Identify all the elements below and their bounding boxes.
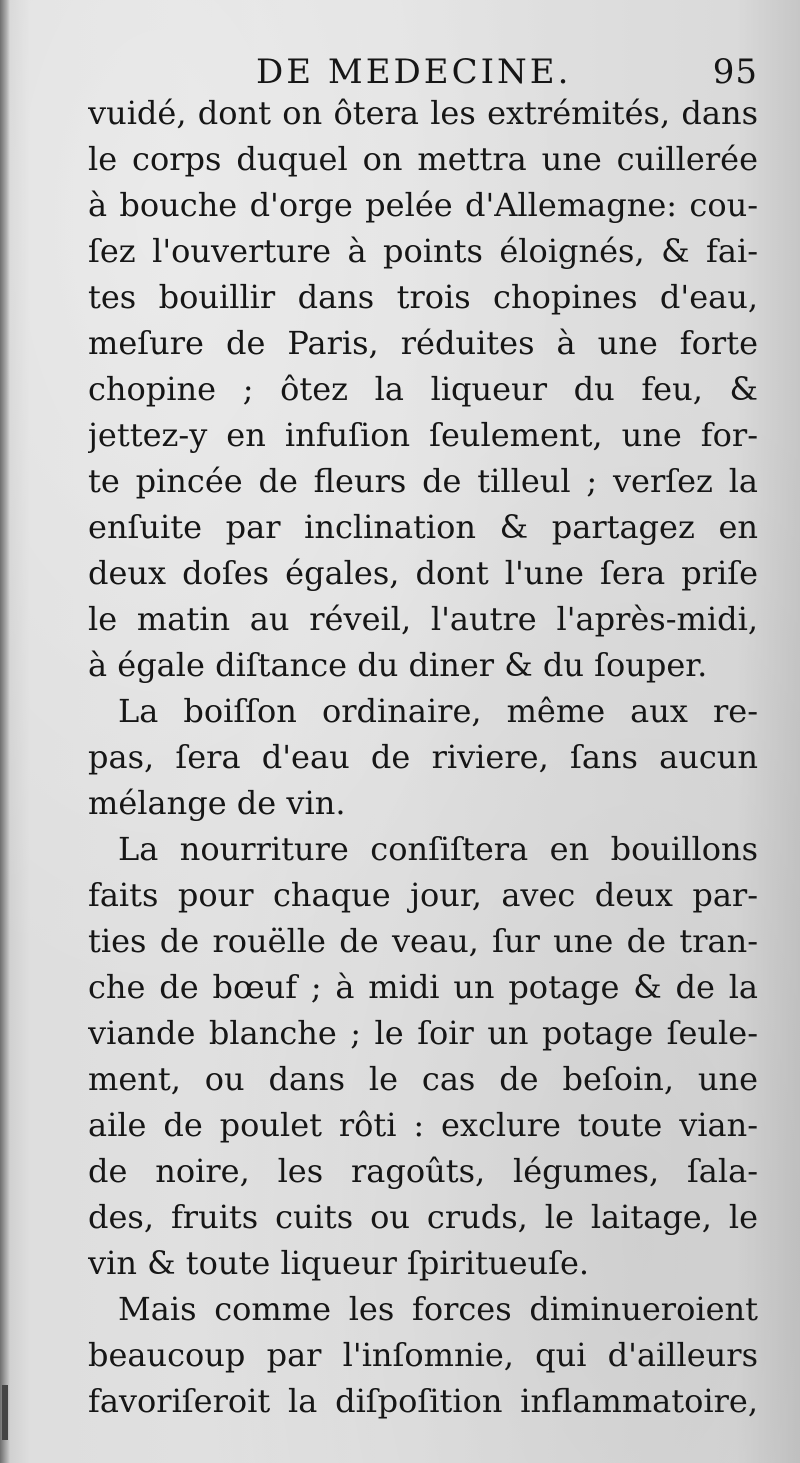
text-line: vuidé, dont on ôtera les extrémités, dans bbox=[88, 94, 758, 132]
text-line: de noire, les ragoûts, légumes, ſala- bbox=[88, 1152, 758, 1190]
margin-mark bbox=[2, 1385, 8, 1440]
text-line: enſuite par inclination & partagez en bbox=[88, 508, 758, 546]
page-gutter-shadow bbox=[0, 0, 10, 1463]
text-line: le corps duquel on mettra une cuillerée bbox=[88, 140, 758, 178]
text-line: jettez-y en infuſion ſeulement, une for- bbox=[88, 416, 758, 454]
text-line: te pincée de fleurs de tilleul ; verſez la bbox=[88, 462, 758, 500]
text-line: tes bouillir dans trois chopines d'eau, bbox=[88, 278, 758, 316]
text-line: La nourriture conſiſtera en bouillons bbox=[118, 830, 758, 868]
text-line: faits pour chaque jour, avec deux par- bbox=[88, 876, 758, 914]
text-line: Mais comme les forces diminueroient bbox=[118, 1290, 758, 1328]
text-line: vin & toute liqueur ſpiritueuſe. bbox=[88, 1244, 590, 1282]
text-line: deux doſes égales, dont l'une ſera priſe bbox=[88, 554, 758, 592]
text-line: chopine ; ôtez la liqueur du feu, & bbox=[88, 370, 758, 408]
text-line: favoriſeroit la diſpoſition inflammatoire, bbox=[88, 1382, 758, 1420]
text-line: beaucoup par l'inſomnie, qui d'ailleurs bbox=[88, 1336, 758, 1374]
page-number: 95 bbox=[712, 52, 758, 92]
running-title: DE MEDECINE. bbox=[256, 52, 572, 92]
page-header bbox=[88, 52, 758, 92]
text-line: mélange de vin. bbox=[88, 784, 346, 822]
text-line: à égale diſtance du diner & du ſouper. bbox=[88, 646, 708, 684]
text-line: viande blanche ; le ſoir un potage ſeule- bbox=[88, 1014, 758, 1052]
text-line: ment, ou dans le cas de beſoin, une bbox=[88, 1060, 758, 1098]
text-line: ties de rouëlle de veau, ſur une de tran- bbox=[88, 922, 758, 960]
text-line: meſure de Paris, réduites à une forte bbox=[88, 324, 758, 362]
text-line: des, fruits cuits ou cruds, le laitage, le bbox=[88, 1198, 758, 1236]
text-line: La boiſſon ordinaire, même aux re- bbox=[118, 692, 758, 730]
body-text bbox=[88, 90, 758, 1424]
text-line: che de bœuf ; à midi un potage & de la bbox=[88, 968, 758, 1006]
text-line: pas, ſera d'eau de riviere, ſans aucun bbox=[88, 738, 758, 776]
text-line: ſez l'ouverture à points éloignés, & fai- bbox=[88, 232, 758, 270]
text-line: aile de poulet rôti : exclure toute vian- bbox=[88, 1106, 758, 1144]
text-line: le matin au réveil, l'autre l'après-midi, bbox=[88, 600, 758, 638]
text-line: à bouche d'orge pelée d'Allemagne: cou- bbox=[88, 186, 758, 224]
